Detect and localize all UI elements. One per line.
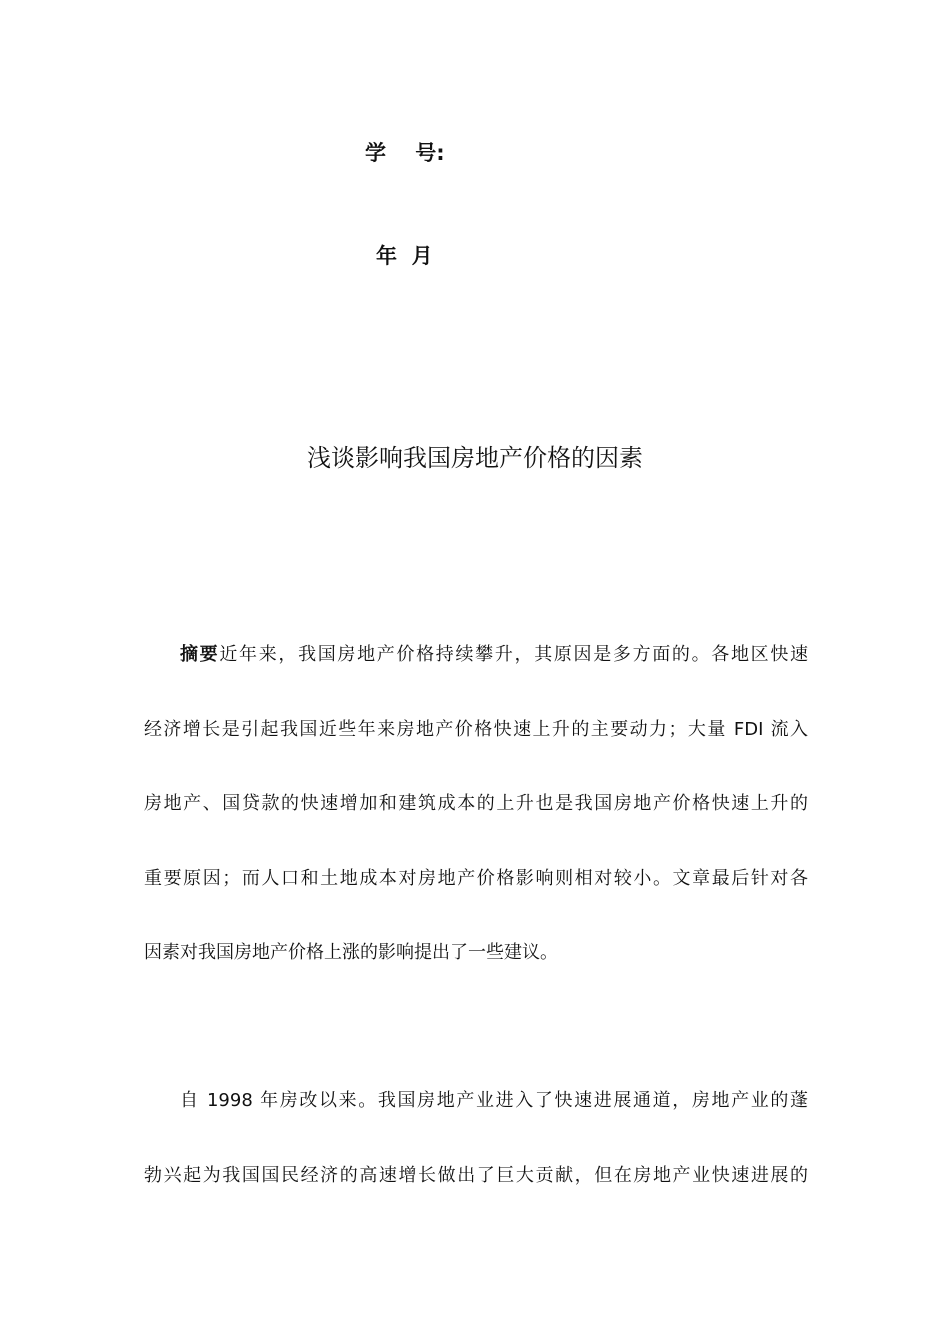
abstract-paragraph (144, 640, 808, 1013)
intro-paragraph (144, 1086, 808, 1235)
paper-title: 浅谈影响我国房地产价格的因素 (307, 444, 643, 472)
abstract-label: 摘要 (180, 644, 220, 665)
abstract-line-1 (144, 640, 808, 715)
abstract-line-5: 因素对我国房地产价格上涨的影响提出了一些建议。 (144, 942, 558, 963)
student-id-label: 学 号: (365, 141, 445, 165)
intro-line-1: 自 1998 年房改以来。我国房地产业进入了快速进展通道，房地产业的蓬 (180, 1090, 808, 1111)
abstract-line-1-text: 近年来，我国房地产价格持续攀升，其原因是多方面的。各地区快速 (219, 644, 809, 665)
date-label: 年 月 (376, 244, 433, 268)
intro-line-2: 勃兴起为我国国民经济的高速增长做出了巨大贡献，但在房地产业快速进展的 (144, 1164, 808, 1186)
abstract-line-3: 房地产、国贷款的快速增加和建筑成本的上升也是我国房地产价格快速上升的 (144, 793, 808, 814)
abstract-line-4: 重要原因；而人口和土地成本对房地产价格影响则相对较小。文章最后针对各 (144, 867, 808, 889)
abstract-line-2: 经济增长是引起我国近些年来房地产价格快速上升的主要动力；大量 FDI 流入 (144, 718, 808, 740)
